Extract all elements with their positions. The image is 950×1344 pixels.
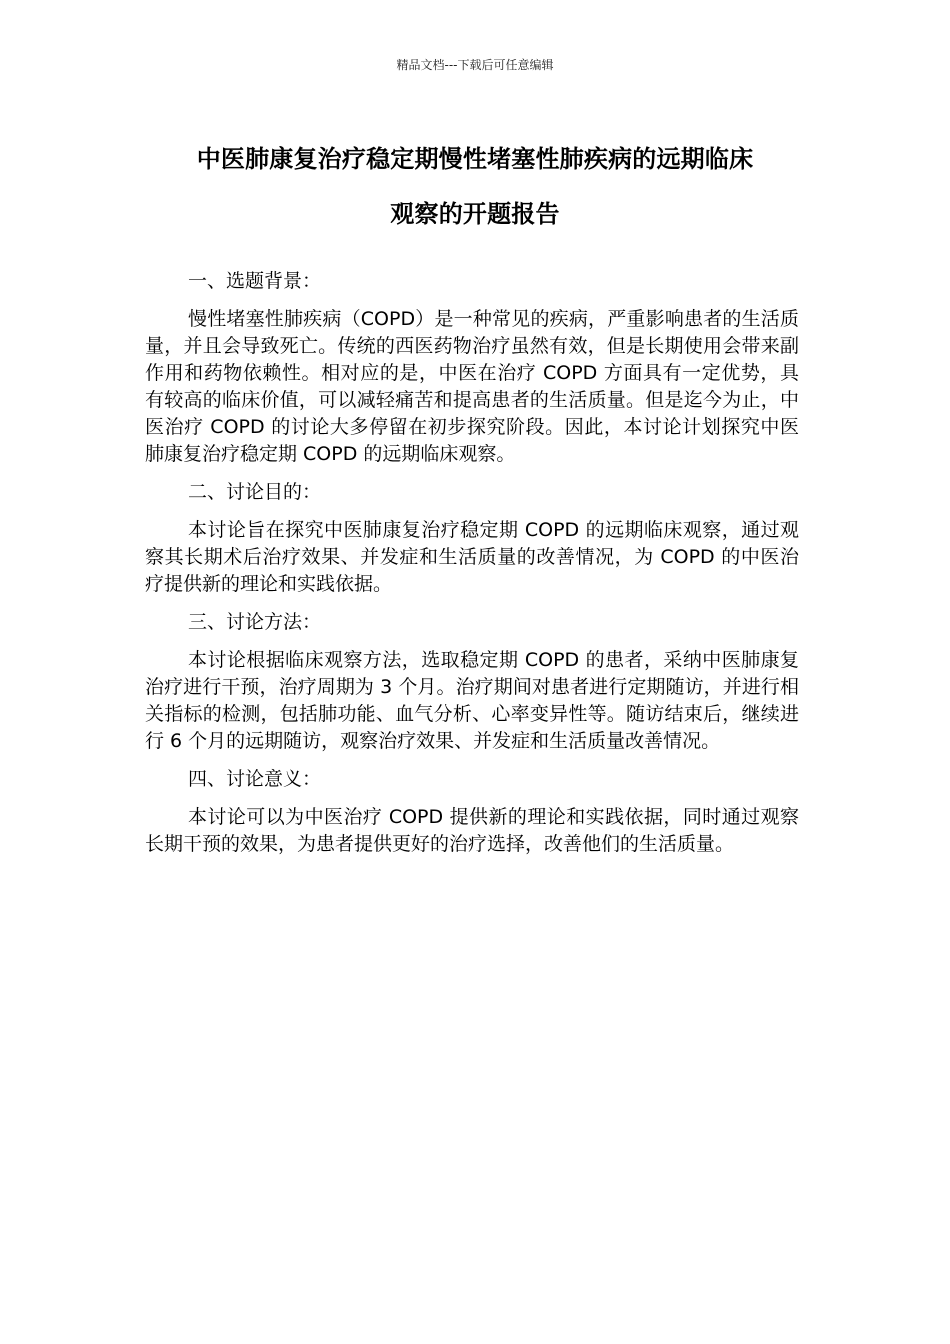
section-heading-significance: 四、讨论意义： [188,768,322,790]
section-heading-purpose: 二、讨论目的： [188,481,322,503]
title-line-1: 中医肺康复治疗稳定期慢性堵塞性肺疾病的远期临床 [196,145,754,173]
section-paragraph-purpose: 本讨论旨在探究中医肺康复治疗稳定期 COPD 的远期临床观察，通过观察其长期术后治疗效果、并发症和生活质量的改善情况，为 COPD 的中医治疗提供新的理论和实践依据。 [145,519,799,595]
section-heading-method: 三、讨论方法： [188,611,322,633]
section-paragraph-method: 本讨论根据临床观察方法，选取稳定期 COPD 的患者，采纳中医肺康复治疗进行干预，治疗周期为 3 个月。治疗期间对患者进行定期随访，并进行相关指标的检测，包括肺功能、血气分析、心率变异性等。随访结束后，继续进行 6 个月的远期随访，观察治疗效果、并发症和生活质量改善情况。 [145,649,799,752]
document-title [140,132,810,242]
page-header: 精品文档---下载后可任意编辑 [396,58,554,72]
document-body [145,268,799,869]
section-heading-background: 一、选题背景： [188,270,322,292]
title-line-2: 观察的开题报告 [390,200,560,228]
section-paragraph-significance: 本讨论可以为中医治疗 COPD 提供新的理论和实践依据，同时通过观察长期干预的效果，为患者提供更好的治疗选择，改善他们的生活质量。 [145,806,799,855]
section-paragraph-background: 慢性堵塞性肺疾病（COPD）是一种常见的疾病，严重影响患者的生活质量，并且会导致死亡。传统的西医药物治疗虽然有效，但是长期使用会带来副作用和药物依赖性。相对应的是，中医在治疗 COPD 方面具有一定优势，具有较高的临床价值，可以减轻痛苦和提高患者的生活质量。但是迄今为止，中医治疗 COPD 的讨论大多停留在初步探究阶段。因此，本讨论计划探究中医肺康复治疗稳定期 COPD 的远期临床观察。 [145,308,799,465]
